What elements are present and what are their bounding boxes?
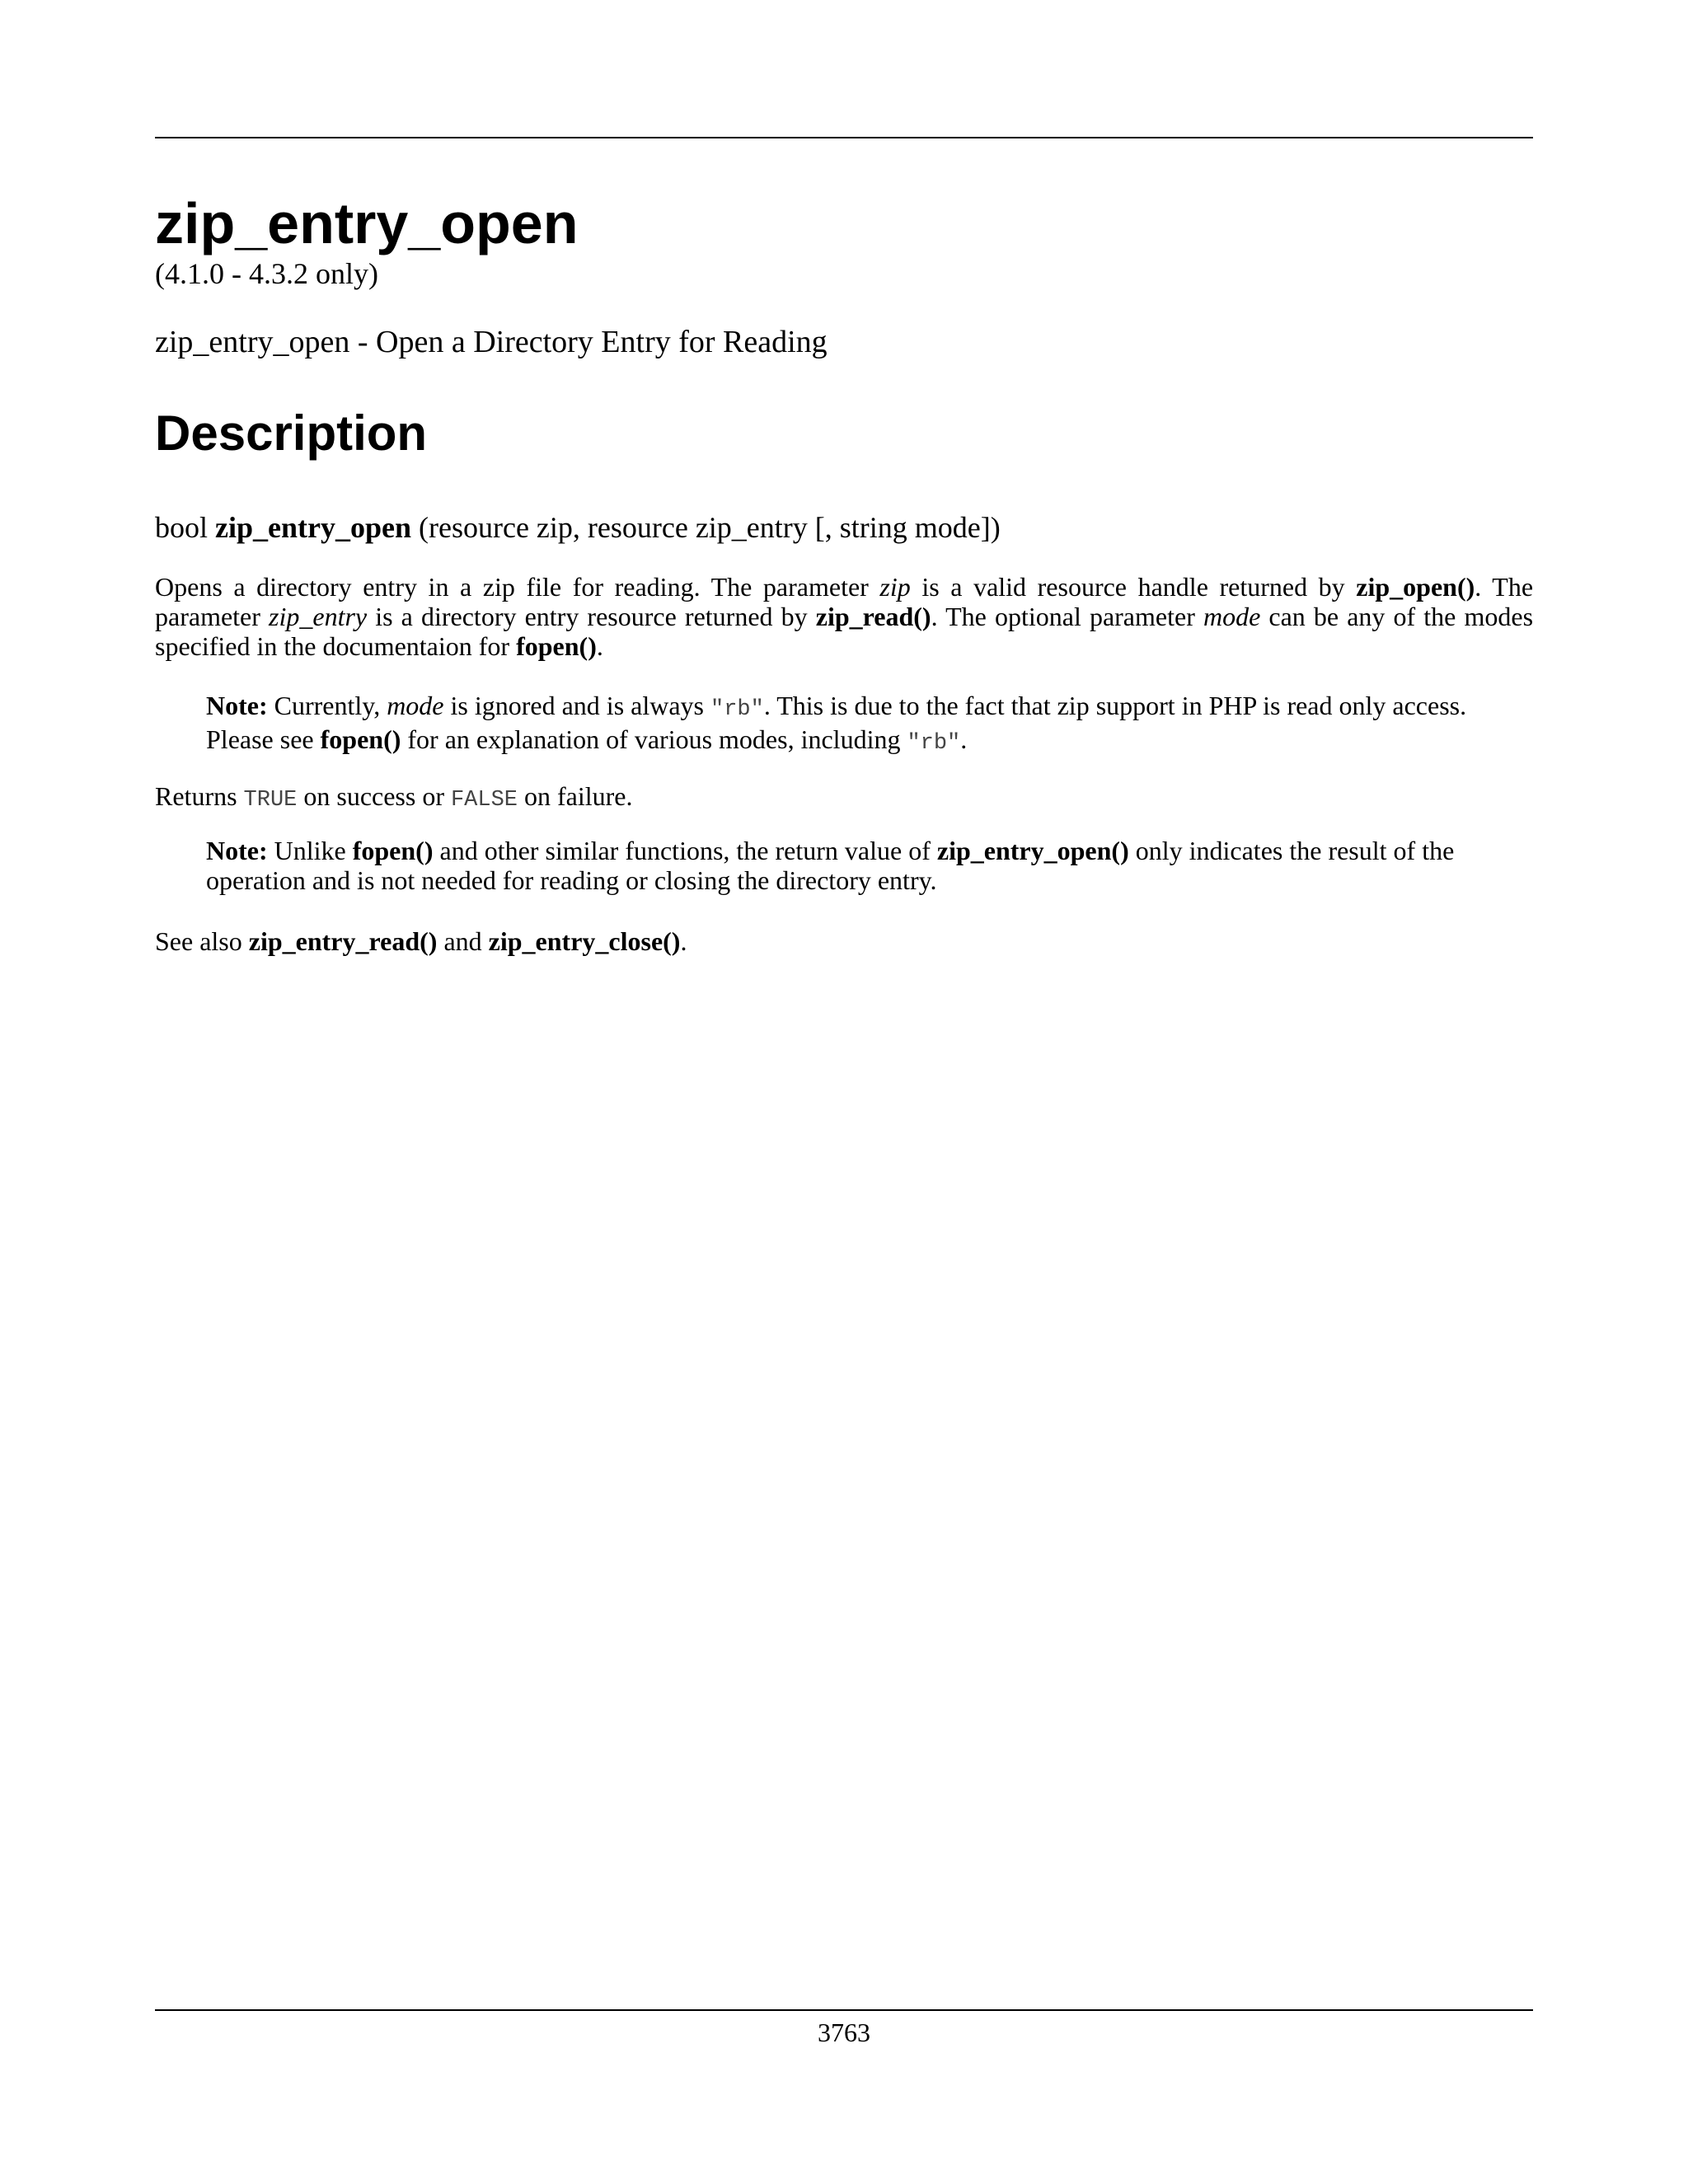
text-run: is ignored and is always <box>443 691 710 720</box>
text-run: is a valid resource handle returned by <box>910 572 1357 602</box>
note-return-value <box>206 836 1482 895</box>
function-synopsis <box>155 509 1001 546</box>
param-zip-entry: zip_entry <box>269 602 368 631</box>
param-mode: mode <box>1203 602 1261 631</box>
link-zip-entry-close[interactable]: zip_entry_close() <box>488 926 681 956</box>
header-rule <box>155 137 1533 138</box>
text-run: for an explanation of various modes, including <box>401 724 907 754</box>
section-heading-description: Description <box>155 405 428 461</box>
literal-rb: "rb" <box>907 731 961 756</box>
text-run: and other similar functions, the return value of <box>433 836 937 865</box>
page-title: zip_entry_open <box>155 191 579 255</box>
param-zip: zip <box>879 572 911 602</box>
text-run: is a directory entry resource returned by <box>367 602 816 631</box>
literal-rb: "rb" <box>710 697 764 722</box>
text-run: . <box>596 631 603 661</box>
link-fopen[interactable]: fopen() <box>516 631 597 661</box>
synopsis-return-type: bool <box>155 511 216 544</box>
param-mode: mode <box>387 691 444 720</box>
text-run: Returns <box>155 781 244 811</box>
return-values-paragraph <box>155 781 1533 815</box>
text-run: and <box>437 926 489 956</box>
text-run: See also <box>155 926 249 956</box>
function-summary: zip_entry_open - Open a Directory Entry for Reading <box>155 325 828 359</box>
description-paragraph <box>155 572 1533 661</box>
text-run: on failure. <box>518 781 633 811</box>
text-run: . <box>960 724 968 754</box>
note-mode-ignored <box>206 691 1482 758</box>
text-run: can be any of the modes specified in the documentaion for <box>155 602 1534 661</box>
link-zip-entry-read[interactable]: zip_entry_read() <box>248 926 438 956</box>
version-info: (4.1.0 - 4.3.2 only) <box>155 257 378 290</box>
document-page <box>155 0 1533 2184</box>
constant-false: FALSE <box>450 788 518 813</box>
footer-rule <box>155 2009 1533 2011</box>
text-run: . <box>680 926 687 956</box>
link-fopen[interactable]: fopen() <box>352 836 434 865</box>
text-run: on success or <box>297 781 451 811</box>
synopsis-params: (resource zip, resource zip_entry [, string mode]) <box>411 511 1001 544</box>
page-number: 3763 <box>818 2018 870 2047</box>
text-run: Opens a directory entry in a zip file for reading. The parameter <box>155 572 880 602</box>
link-fopen[interactable]: fopen() <box>320 724 401 754</box>
constant-true: TRUE <box>243 788 298 813</box>
text-run: only indicates the result of the operation and is not needed for reading or closing the directory entry. <box>206 836 1455 895</box>
text-run: . This is due to the fact that zip support in PHP is read only access. Please see <box>206 691 1467 754</box>
note-label: Note: <box>206 836 268 865</box>
text-run: . The parameter <box>155 572 1534 631</box>
text-run: Currently, <box>267 691 387 720</box>
synopsis-function-name: zip_entry_open <box>215 511 412 544</box>
function-ref-zip-entry-open: zip_entry_open() <box>936 836 1129 865</box>
text-run: Unlike <box>267 836 353 865</box>
text-run: . The optional parameter <box>931 602 1203 631</box>
link-zip-read[interactable]: zip_read() <box>815 602 931 631</box>
note-label: Note: <box>206 691 268 720</box>
link-zip-open[interactable]: zip_open() <box>1356 572 1475 602</box>
see-also-paragraph <box>155 926 1533 956</box>
